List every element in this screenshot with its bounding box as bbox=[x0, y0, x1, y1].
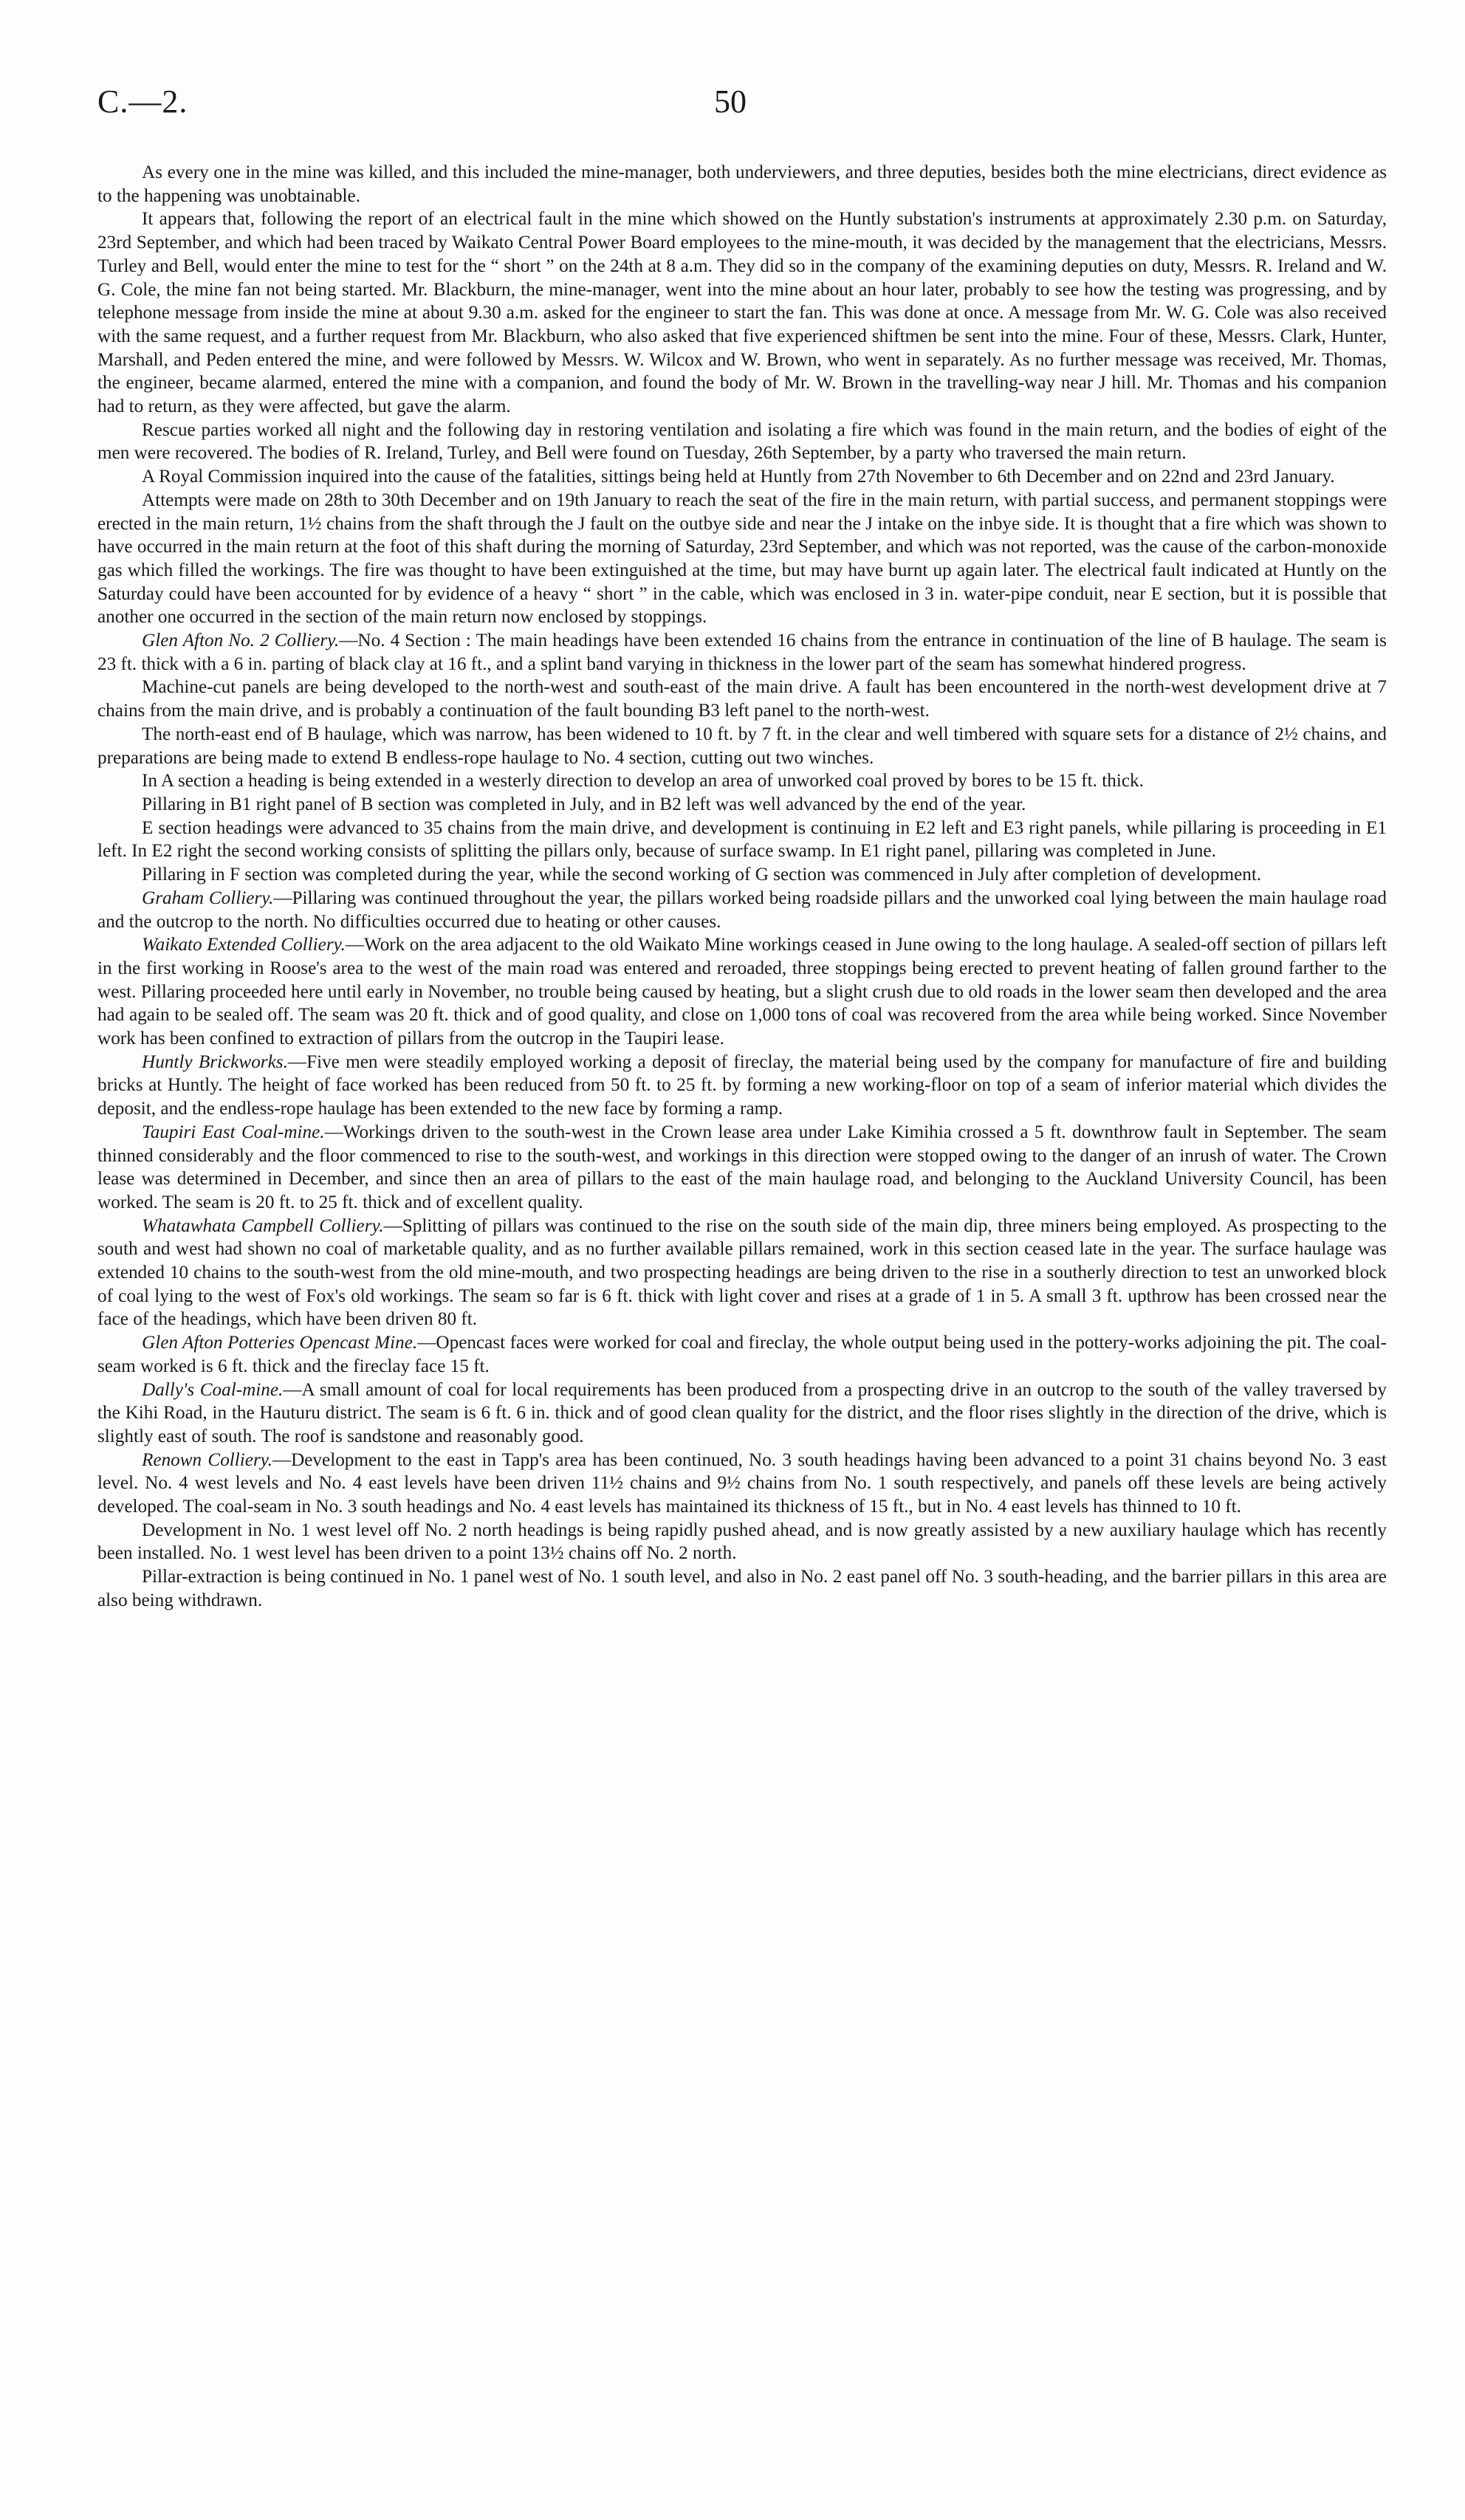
paragraph bbox=[97, 1331, 1387, 1378]
paragraph-text: —Workings driven to the south-west in the Crown lease area under Lake Kimihia crossed a 5 ft. downthrow fault in September. The seam thinned considerably and the floor commenced to rise to the south-west, and workings in this direction were stopped owing to the danger of an inrush of water. The Crown lease was determined in December, and since then an area of pillars to the east of the main haulage road, and belonging to the Auckland University Council, has been worked. The seam is 20 ft. to 25 ft. thick and of excellent quality. bbox=[97, 1122, 1387, 1212]
paragraph bbox=[97, 1449, 1387, 1519]
paragraph-text: —Development to the east in Tapp's area has been continued, No. 3 south headings having been advanced to a point 31 chains beyond No. 3 east level. No. 4 west levels and No. 4 east levels have been driven 11½ chains and 9½ chains from No. 1 south respectively, and panels off these levels are being actively developed. The coal-seam in No. 3 south headings and No. 4 east levels has maintained its thickness of 15 ft., but in No. 4 east levels has thinned to 10 ft. bbox=[97, 1449, 1387, 1517]
paragraph-lead: Glen Afton Potteries Opencast Mine. bbox=[142, 1333, 418, 1353]
paragraph-text: Pillaring in F section was completed during the year, while the second working of G section was commenced in July after completion of development. bbox=[142, 865, 1262, 885]
paragraph-text: —Opencast faces were worked for coal and fireclay, the whole output being used in the pottery-works adjoining the pit. The coal-seam worked is 6 ft. thick and the fireclay face 15 ft. bbox=[97, 1333, 1387, 1376]
paragraph-text: Attempts were made on 28th to 30th December and on 19th January to reach the seat of the fire in the main return, with partial success, and permanent stoppings were erected in the main return, 1½ chains from the shaft through the J fault on the outbye side and near the J intake on the inbye side. It is thought that a fire which was shown to have occurred in the main return at the foot of this shaft during the morning of Saturday, 23rd September, and which was not reported, was the cause of the carbon-monoxide gas which filled the workings. The fire was thought to have been extinguished at the time, but may have burnt up again later. The electrical fault indicated at Huntly on the Saturday could have been accounted for by evidence of a heavy “ short ” in the cable, which was enclosed in 3 in. water-pipe conduit, near E section, but it is possible that another one occurred in the section of the main return now enclosed by stoppings. bbox=[97, 490, 1387, 628]
paragraph-text: Pillaring in B1 right panel of B section was completed in July, and in B2 left was well advanced by the end of the year. bbox=[142, 794, 1026, 814]
paragraph-text: —Work on the area adjacent to the old Waikato Mine workings ceased in June owing to the long haulage. A sealed-off section of pillars left in the first working in Roose's area to the west of the main road was entered and reroaded, three stoppings being erected to prevent heating of fallen ground farther to the west. Pillaring proceeded here until early in November, no trouble being caused by heating, but a slight crush due to old roads in the lower seam then developed and the area had again to be sealed off. The seam was 20 ft. thick and of good quality, and close on 1,000 tons of coal was recovered from the area while being worked. Since November work has been confined to extraction of pillars from the outcrop in the Taupiri lease. bbox=[97, 935, 1387, 1049]
paragraph bbox=[97, 1379, 1387, 1449]
paragraph-text: The north-east end of B haulage, which was narrow, has been widened to 10 ft. by 7 ft. in the clear and well timbered with square sets for a distance of 2½ chains, and preparations are being made to extend B endless-rope haulage to No. 4 section, cutting out two winches. bbox=[97, 724, 1387, 768]
paragraph-lead: Taupiri East Coal-mine. bbox=[142, 1122, 325, 1142]
paragraph bbox=[97, 489, 1387, 629]
page-header bbox=[97, 83, 1368, 127]
paragraph bbox=[97, 933, 1387, 1051]
paragraph bbox=[97, 676, 1387, 722]
paragraph bbox=[97, 465, 1387, 489]
paragraph bbox=[97, 1519, 1387, 1565]
paragraph-lead: Dally's Coal-mine. bbox=[142, 1379, 284, 1400]
paragraph-text: It appears that, following the report of an electrical fault in the mine which showed on the Huntly substation's instruments at approximately 2.30 p.m. on Saturday, 23rd September, and which had been traced by Waikato Central Power Board employees to the mine-mouth, it was decided by the management that the electricians, Messrs. Turley and Bell, would enter the mine to test for the “ short ” on the 24th at 8 a.m. They did so in the company of the examining deputies on duty, Messrs. R. Ireland and W. G. Cole, the mine fan not being started. Mr. Blackburn, the mine-manager, went into the mine about an hour later, probably to see how the testing was progressing, and by telephone message from inside the mine at about 9.30 a.m. asked for the engineer to start the fan. This was done at once. A message from Mr. W. G. Cole was also received with the same request, and a further request from Mr. Blackburn, who also asked that five experienced shiftmen be sent into the mine. Four of these, Messrs. Clark, Hunter, Marshall, and Peden entered the mine, and were followed by Messrs. W. Wilcox and W. Brown, who went in separately. As no further message was received, Mr. Thomas, the engineer, became alarmed, entered the mine with a companion, and found the body of Mr. W. Brown in the travelling-way near J hill. Mr. Thomas and his companion had to return, as they were affected, but gave the alarm. bbox=[97, 209, 1387, 417]
paragraph bbox=[97, 863, 1387, 887]
paragraph bbox=[97, 817, 1387, 863]
paragraph-text: Pillar-extraction is being continued in No. 1 panel west of No. 1 south level, and also in No. 2 east panel off No. 3 south-heading, and the barrier pillars in this area are also being withdrawn. bbox=[97, 1567, 1387, 1610]
paragraph bbox=[97, 769, 1387, 793]
paragraph-text: A Royal Commission inquired into the cause of the fatalities, sittings being held at Huntly from 27th November to 6th December and on 22nd and 23rd January. bbox=[142, 467, 1335, 487]
paragraph-text: Rescue parties worked all night and the following day in restoring ventilation and isolating a fire which was found in the main return, and the bodies of eight of the men were recovered. The bodies of R. Ireland, Turley, and Bell were found on Tuesday, 26th September, by a party who traversed the main return. bbox=[97, 419, 1387, 464]
paragraph-lead: Whatawhata Campbell Colliery. bbox=[142, 1215, 384, 1236]
paragraph-lead: Huntly Brickworks. bbox=[142, 1051, 288, 1072]
paragraph bbox=[97, 161, 1387, 207]
paragraph-text: Machine-cut panels are being developed to the north-west and south-east of the main drive. A fault has been encountered in the north-west development drive at 7 chains from the main drive, and is probably a continuation of the fault bounding B3 left panel to the north-west. bbox=[97, 677, 1387, 721]
paragraph bbox=[97, 419, 1387, 465]
paragraph-lead: Graham Colliery. bbox=[142, 888, 274, 908]
paragraph-text: In A section a heading is being extended in a westerly direction to develop an area of unworked coal proved by bores to be 15 ft. thick. bbox=[142, 771, 1144, 792]
paragraph-text: As every one in the mine was killed, and this included the mine-manager, both underviewers, and three deputies, besides both the mine electricians, direct evidence as to the happening was unobtainable. bbox=[97, 162, 1387, 206]
paragraph bbox=[97, 887, 1387, 933]
document-reference: C.—2. bbox=[97, 83, 188, 120]
paragraph bbox=[97, 793, 1387, 817]
paragraph bbox=[97, 207, 1387, 418]
paragraph-text: —Five men were steadily employed working a deposit of fireclay, the material being used by the company for manufacture of fire and building bricks at Huntly. The height of face worked has been reduced from 50 ft. to 25 ft. by forming a new working-floor on top of a seam of inferior material which divides the deposit, and the endless-rope haulage has been extended to the new face by forming a ramp. bbox=[97, 1051, 1387, 1119]
paragraph-lead: Renown Colliery. bbox=[142, 1449, 272, 1470]
paragraph bbox=[97, 1215, 1387, 1332]
paragraph-text: —A small amount of coal for local requirements has been produced from a prospecting drive in an outcrop to the south of the valley traversed by the Kihi Road, in the Hauturu district. The seam is 6 ft. 6 in. thick and of good clean quality for the district, and the floor rises slightly in the direction of the drive, which is slightly east of south. The roof is sandstone and reasonably good. bbox=[97, 1379, 1387, 1446]
paragraph bbox=[97, 1121, 1387, 1215]
page-number: 50 bbox=[714, 83, 747, 120]
paragraph bbox=[97, 1565, 1387, 1612]
paragraph bbox=[97, 723, 1387, 769]
paragraph-lead: Glen Afton No. 2 Colliery. bbox=[142, 631, 340, 651]
paragraph-text: —No. 4 Section : The main headings have been extended 16 chains from the entrance in continuation of the line of B haulage. The seam is 23 ft. thick with a 6 in. parting of black clay at 16 ft., and a splint band varying in thickness in the lower part of the seam has somewhat hindered progress. bbox=[97, 631, 1387, 674]
paragraph-lead: Waikato Extended Colliery. bbox=[142, 935, 346, 955]
paragraph-text: —Splitting of pillars was continued to the rise on the south side of the main dip, three miners being employed. As prospecting to the south and west had shown no coal of marketable quality, and as no further available pillars remained, work in this section ceased late in the year. The surface haulage was extended 10 chains to the south-west from the old mine-mouth, and two prospecting headings are being driven to the rise in a southerly direction to test an unworked block of coal lying to the west of Fox's old workings. The seam so far is 6 ft. thick with light cover and rises at a grade of 1 in 5. A small 3 ft. upthrow has been crossed near the face of the headings, which have been driven 80 ft. bbox=[97, 1215, 1387, 1330]
paragraph bbox=[97, 629, 1387, 676]
paragraph-text: Development in No. 1 west level off No. 2 north headings is being rapidly pushed ahead, and is now greatly assisted by a new auxiliary haulage which has recently been installed. No. 1 west level has been driven to a point 13½ chains off No. 2 north. bbox=[97, 1520, 1387, 1564]
paragraph bbox=[97, 1051, 1387, 1121]
body-text bbox=[97, 161, 1387, 1613]
paragraph-text: E section headings were advanced to 35 chains from the main drive, and development is continuing in E2 left and E3 right panels, while pillaring is proceeding in E1 left. In E2 right the second working consists of splitting the pillars only, because of surface swamp. In E1 right panel, pillaring was completed in June. bbox=[97, 817, 1387, 862]
paragraph-text: —Pillaring was continued throughout the year, the pillars worked being roadside pillars and the unworked coal lying between the main haulage road and the outcrop to the north. No difficulties occurred due to heating or other causes. bbox=[97, 888, 1387, 932]
